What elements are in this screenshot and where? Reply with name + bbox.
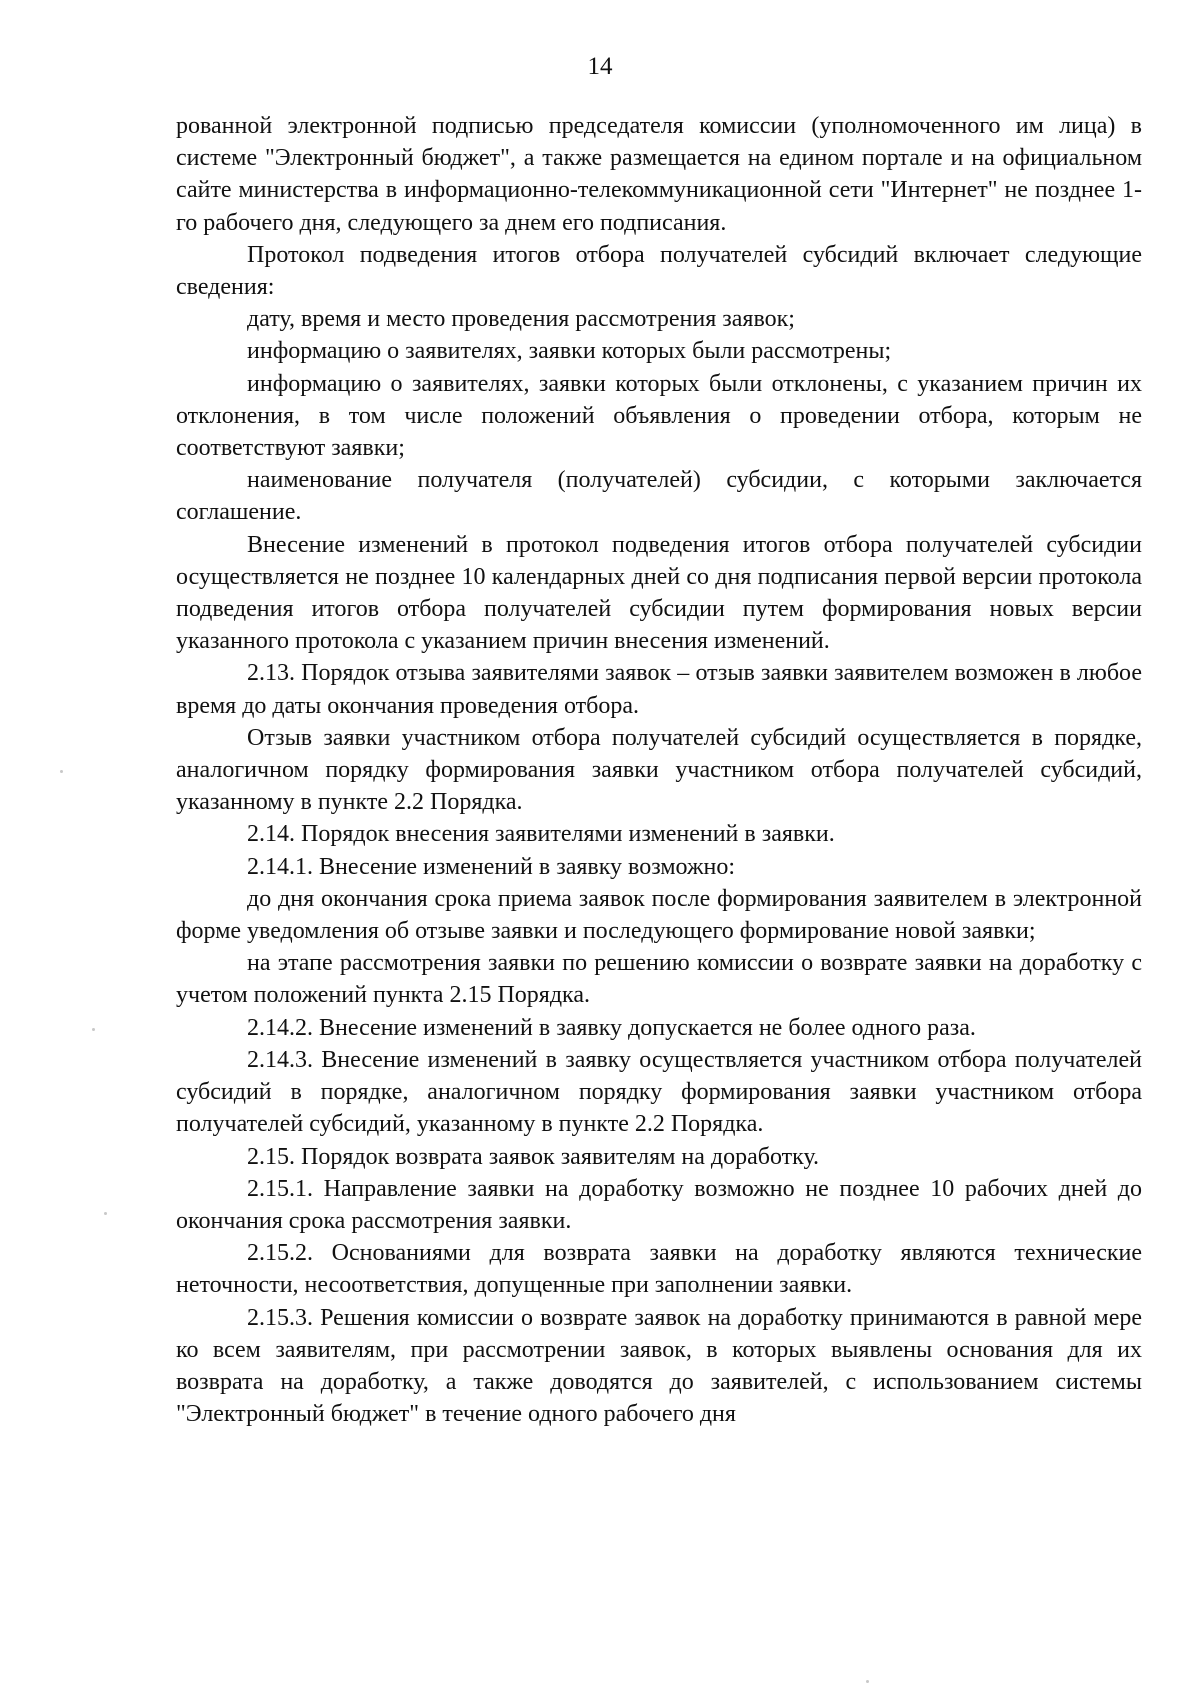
list-item-review-stage: на этапе рассмотрения заявки по решению комиссии о возврате заявки на доработку с учетом положений пункта 2.15 Порядка. bbox=[176, 950, 1142, 1009]
clause-2-14-2: 2.14.2. Внесение изменений в заявку допускается не более одного раза. bbox=[247, 1014, 976, 1041]
page-number: 14 bbox=[587, 53, 613, 80]
list-item-rejected-applicants: информацию о заявителях, заявки которых были отклонены, с указанием причин их отклонения, в том числе положений объявления о проведении отбора, которым не соответствуют заявки; bbox=[176, 370, 1142, 462]
clause-2-15-3: 2.15.3. Решения комиссии о возврате заявок на доработку принимаются в равной мере ко всем заявителям, при рассмотрении заявок, в которых выявлены основания для их возврата на доработку, а также доводятся до заявителей, с использованием системы "Электронный бюджет" в течение одного рабочего дня bbox=[176, 1304, 1142, 1428]
list-item-date-time-place: дату, время и место проведения рассмотрения заявок; bbox=[247, 306, 795, 333]
document-body bbox=[176, 110, 1142, 1430]
list-item-reviewed-applicants: информацию о заявителях, заявки которых были рассмотрены; bbox=[247, 338, 892, 365]
clause-2-14-1: 2.14.1. Внесение изменений в заявку возможно: bbox=[247, 853, 736, 880]
list-item-recipient-name: наименование получателя (получателей) субсидии, с которыми заключается соглашение. bbox=[176, 467, 1142, 526]
clause-2-15-1: 2.15.1. Направление заявки на доработку возможно не позднее 10 рабочих дней до окончания срока рассмотрения заявки. bbox=[176, 1175, 1142, 1234]
clause-2-14-3: 2.14.3. Внесение изменений в заявку осуществляется участником отбора получателей субсидий в порядке, аналогичном порядку формирования заявки участником отбора получателей субсидий, указанному в пункте 2.2 Порядка. bbox=[176, 1046, 1142, 1138]
scan-speck bbox=[104, 1212, 107, 1215]
paragraph-withdrawal-procedure: Отзыв заявки участником отбора получателей субсидий осуществляется в порядке, аналогичном порядку формирования заявки участником отбора получателей субсидий, указанному в пункте 2.2 Порядка. bbox=[176, 724, 1142, 816]
list-item-before-deadline: до дня окончания срока приема заявок после формирования заявителем в электронной форме уведомления об отзыве заявки и последующего формирование новой заявки; bbox=[176, 885, 1142, 945]
scan-speck bbox=[92, 1028, 95, 1031]
clause-2-14: 2.14. Порядок внесения заявителями изменений в заявки. bbox=[247, 821, 835, 848]
clause-2-15: 2.15. Порядок возврата заявок заявителям на доработку. bbox=[247, 1143, 820, 1170]
scan-speck bbox=[866, 1680, 869, 1683]
paragraph-protocol-contents: Протокол подведения итогов отбора получателей субсидий включает следующие сведения: bbox=[176, 241, 1142, 301]
clause-2-15-2: 2.15.2. Основаниями для возврата заявки на доработку являются технические неточности, несоответствия, допущенные при заполнении заявки. bbox=[176, 1240, 1142, 1299]
scan-speck bbox=[60, 770, 63, 773]
paragraph-continuation: рованной электронной подписью председателя комиссии (уполномоченного им лица) в системе "Электронный бюджет", а также размещается на едином портале и на официальном сайте министерства в информационно-телекоммуникационной сети "Интернет" не позднее 1-го рабочего дня, следующего за днем его подписания. bbox=[176, 113, 1142, 236]
paragraph-protocol-amendments: Внесение изменений в протокол подведения итогов отбора получателей субсидии осуществляется не позднее 10 календарных дней со дня подписания первой версии протокола подведения итогов отбора получателей субсидии путем формирования новых версии указанного протокола с указанием причин внесения изменений. bbox=[176, 531, 1142, 655]
clause-2-13: 2.13. Порядок отзыва заявителями заявок – отзыв заявки заявителем возможен в любое время до даты окончания проведения отбора. bbox=[176, 660, 1142, 719]
